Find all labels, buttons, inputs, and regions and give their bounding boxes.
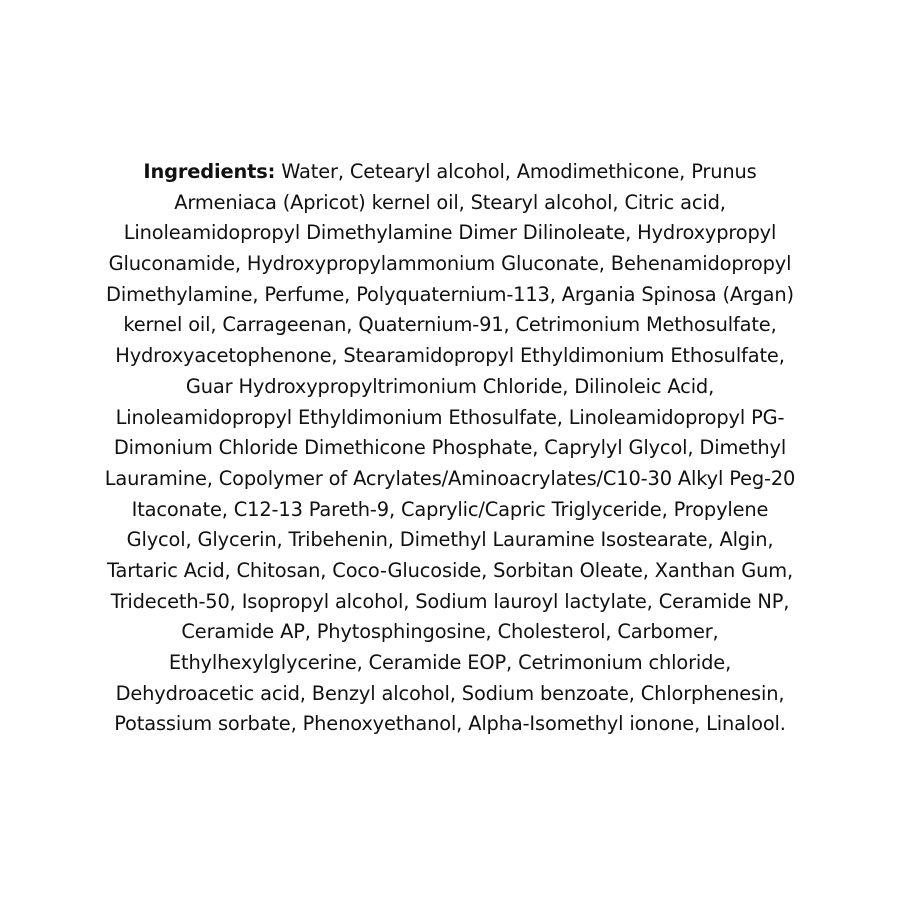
ingredients-line: Armeniaca (Apricot) kernel oil, Stearyl alcohol, Citric acid, [174,190,726,214]
ingredients-line: Linoleamidopropyl Dimethylamine Dimer Dilinoleate, Hydroxypropyl [123,221,777,245]
ingredients-text-block [75,157,825,740]
ingredients-line: Glycol, Glycerin, Tribehenin, Dimethyl Lauramine Isostearate, Algin, [126,528,774,552]
ingredients-line: Ceramide AP, Phytosphingosine, Cholesterol, Carbomer, [181,620,719,644]
ingredients-line: Dimethylamine, Perfume, Polyquaternium-113, Argania Spinosa (Argan) [106,282,794,306]
ingredients-line: Guar Hydroxypropyltrimonium Chloride, Dilinoleic Acid, [185,374,715,398]
ingredients-line: Hydroxyacetophenone, Stearamidopropyl Ethyldimonium Ethosulfate, [115,344,785,368]
ingredients-line: Linoleamidopropyl Ethyldimonium Ethosulfate, Linoleamidopropyl PG- [115,405,785,429]
ingredients-line: Dimonium Chloride Dimethicone Phosphate, Caprylyl Glycol, Dimethyl [113,436,787,460]
ingredients-label: Ingredients: [143,160,276,183]
ingredients-line-1 [143,157,756,188]
ingredients-line: Trideceth-50, Isopropyl alcohol, Sodium lauroyl lactylate, Ceramide NP, [110,589,790,613]
ingredients-line: Ethylhexylglycerine, Ceramide EOP, Cetrimonium chloride, [168,651,732,674]
ingredients-line: Potassium sorbate, Phenoxyethanol, Alpha-Isomethyl ionone, Linalool. [114,712,786,736]
ingredients-line: Gluconamide, Hydroxypropylammonium Gluconate, Behenamidopropyl [108,252,792,276]
ingredients-line: Lauramine, Copolymer of Acrylates/Aminoacrylates/C10-30 Alkyl Peg-20 [104,466,796,490]
ingredients-line: Dehydroacetic acid, Benzyl alcohol, Sodium benzoate, Chlorphenesin, [115,681,785,705]
ingredients-first-line-text: Water, Cetearyl alcohol, Amodimethicone, Prunus [275,160,757,183]
ingredients-line: Tartaric Acid, Chitosan, Coco-Glucoside, Sorbitan Oleate, Xanthan Gum, [107,558,793,582]
ingredients-line: Itaconate, C12-13 Pareth-9, Caprylic/Capric Triglyceride, Propylene [131,497,769,521]
ingredients-line: kernel oil, Carrageenan, Quaternium-91, Cetrimonium Methosulfate, [123,313,777,337]
